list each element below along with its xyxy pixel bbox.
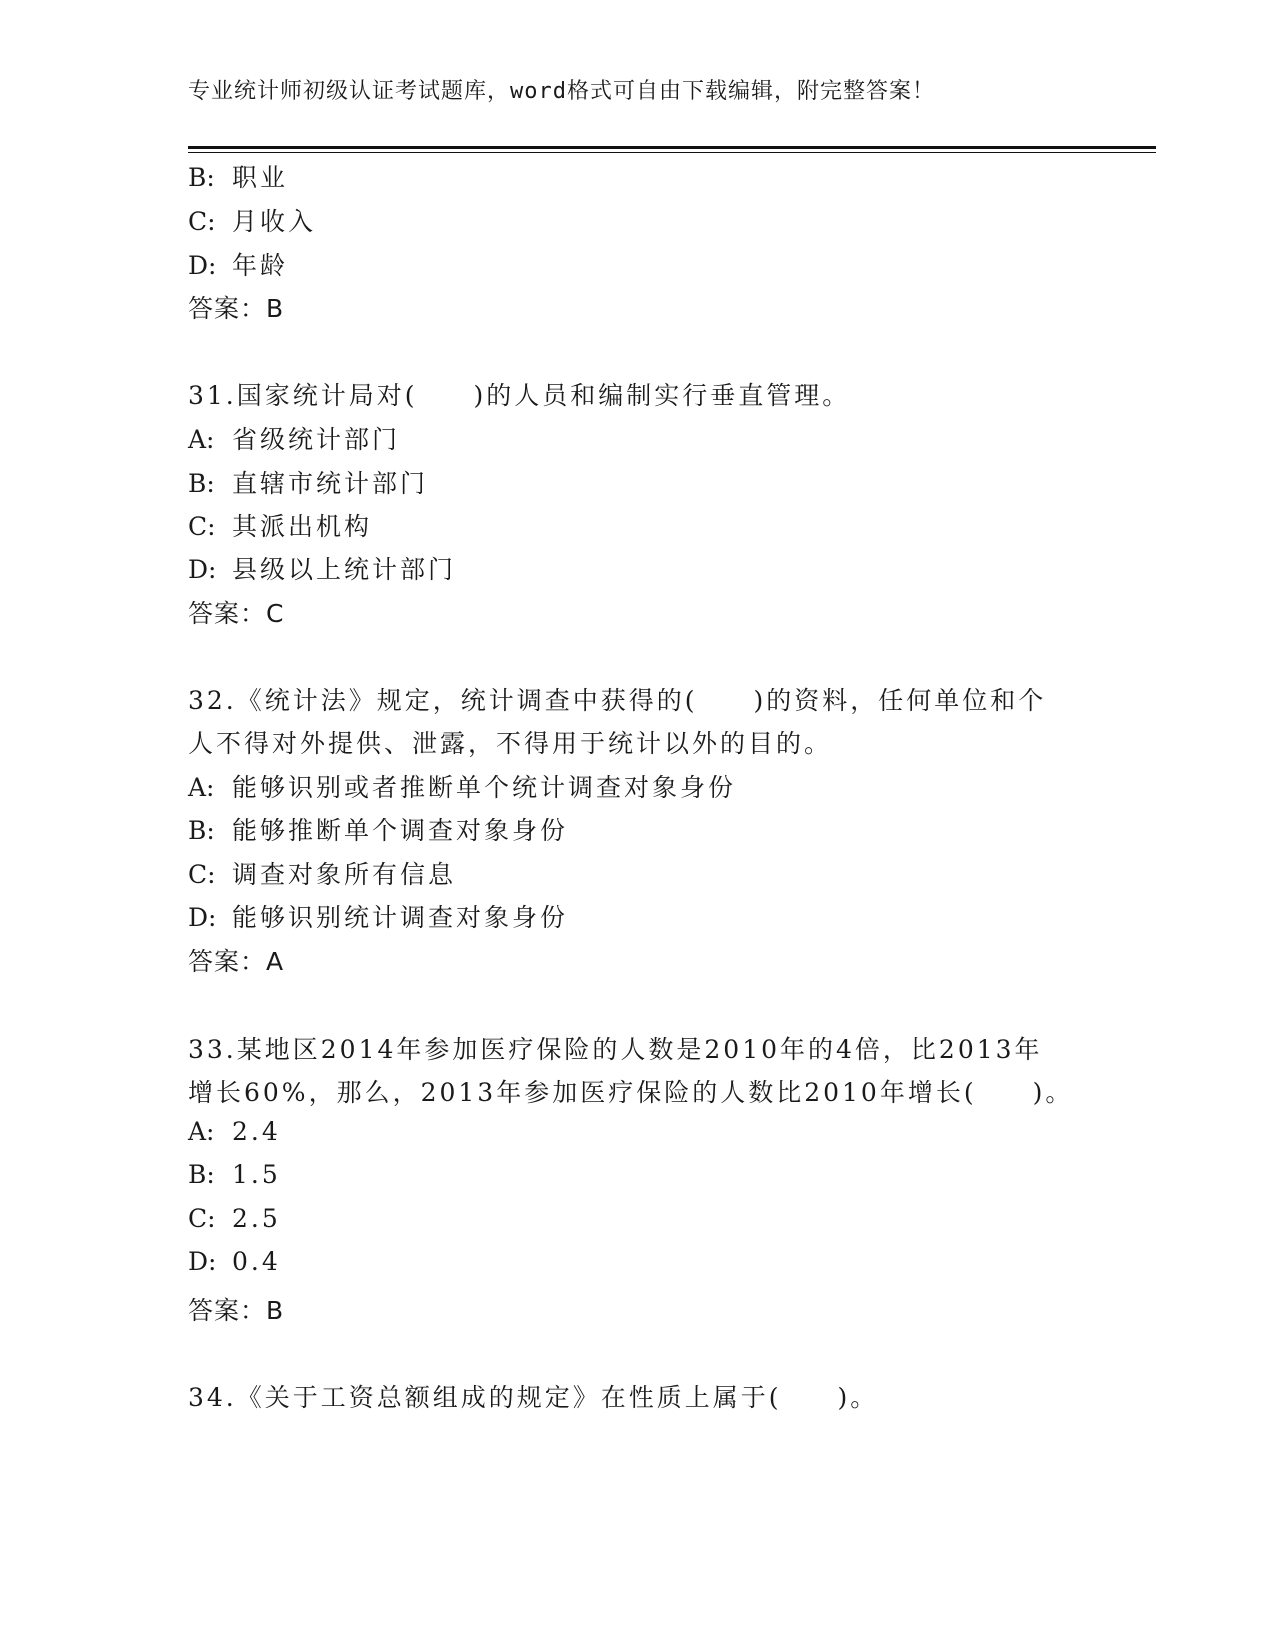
option-text: 直辖市统计部门 <box>232 469 429 498</box>
option-key: A: <box>188 773 215 802</box>
option-b <box>188 464 428 500</box>
option-c <box>188 1204 281 1233</box>
option-c <box>188 507 372 543</box>
option-key: D: <box>188 251 217 280</box>
option-b <box>188 811 568 847</box>
option-d <box>188 246 288 282</box>
option-d <box>188 550 456 586</box>
answer: 答案：A <box>188 947 285 976</box>
answer: 答案：B <box>188 294 285 323</box>
option-c <box>188 855 456 891</box>
option-key: D: <box>188 903 217 932</box>
option-text: 职业 <box>232 163 289 192</box>
option-key: D: <box>188 1247 217 1276</box>
option-key: B: <box>188 816 215 845</box>
option-text: 2.4 <box>232 1117 281 1146</box>
option-text: 调查对象所有信息 <box>232 860 457 889</box>
option-text: 县级以上统计部门 <box>232 555 457 584</box>
option-text: 省级统计部门 <box>232 425 401 454</box>
option-key: B: <box>188 469 215 498</box>
option-key: B: <box>188 163 215 192</box>
answer: 答案：B <box>188 1296 285 1325</box>
option-a <box>188 420 400 456</box>
option-b <box>188 158 288 194</box>
option-a <box>188 1117 281 1146</box>
question-31-stem: 31.国家统计局对( )的人员和编制实行垂直管理。 <box>188 381 851 410</box>
option-c <box>188 202 316 238</box>
page-header: 专业统计师初级认证考试题库，word格式可自由下载编辑，附完整答案！ <box>188 79 935 104</box>
option-key: D: <box>188 555 217 584</box>
option-text: 1.5 <box>232 1160 281 1189</box>
header-rule-thin <box>188 152 1156 153</box>
option-text: 0.4 <box>232 1247 281 1276</box>
question-34-stem: 34.《关于工资总额组成的规定》在性质上属于( )。 <box>188 1383 879 1412</box>
option-key: B: <box>188 1160 215 1189</box>
option-key: A: <box>188 1117 215 1146</box>
option-key: C: <box>188 1204 216 1233</box>
option-d <box>188 1247 281 1276</box>
option-d <box>188 898 568 934</box>
option-text: 月收入 <box>232 207 317 236</box>
option-b <box>188 1160 281 1189</box>
question-32-stem-line2: 人不得对外提供、泄露，不得用于统计以外的目的。 <box>188 729 833 758</box>
answer: 答案：C <box>188 599 285 628</box>
question-33-stem-line2: 增长60%，那么，2013年参加医疗保险的人数比2010年增长( )。 <box>188 1078 1074 1107</box>
option-text: 2.5 <box>232 1204 281 1233</box>
option-key: A: <box>188 425 215 454</box>
option-text: 能够推断单个调查对象身份 <box>232 816 569 845</box>
option-a <box>188 768 736 804</box>
header-rule-thick <box>188 146 1156 149</box>
option-key: C: <box>188 207 216 236</box>
option-text: 年龄 <box>232 251 289 280</box>
question-33-stem-line1: 33.某地区2014年参加医疗保险的人数是2010年的4倍，比2013年 <box>188 1035 1043 1064</box>
question-32-stem-line1: 32.《统计法》规定，统计调查中获得的( )的资料，任何单位和个 <box>188 686 1047 715</box>
option-key: C: <box>188 860 216 889</box>
option-key: C: <box>188 512 216 541</box>
option-text: 能够识别或者推断单个统计调查对象身份 <box>232 773 737 802</box>
option-text: 能够识别统计调查对象身份 <box>232 903 569 932</box>
option-text: 其派出机构 <box>232 512 373 541</box>
